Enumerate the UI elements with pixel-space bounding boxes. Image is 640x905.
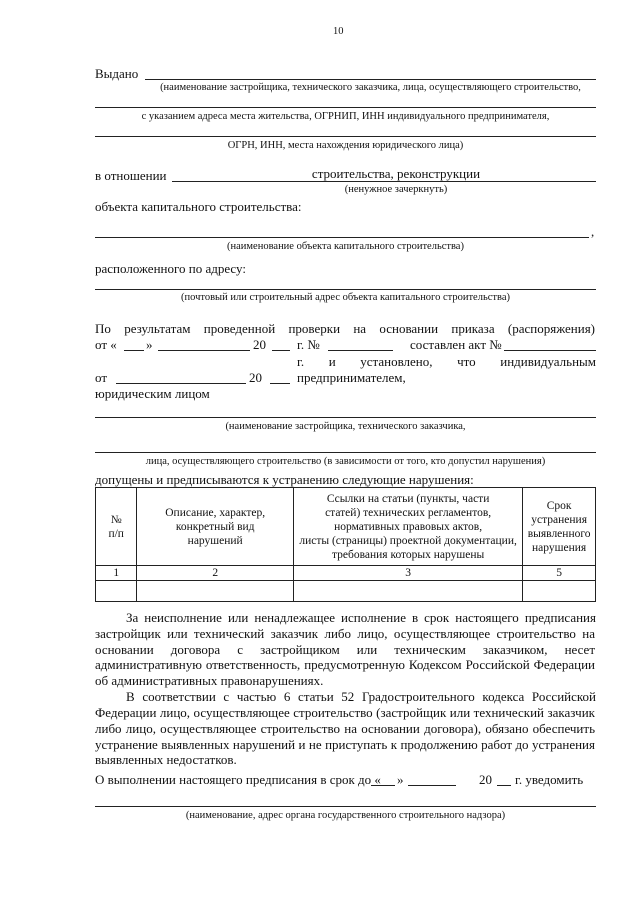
para1-line-3: основании договора с застройщиком или техническим заказчиком, несет (95, 642, 595, 657)
para2-line-4: устранение выявленных нарушений и не приступать к продолжению работ до устранения (95, 737, 595, 752)
empty-cell (293, 581, 522, 602)
empty-cell (96, 581, 137, 602)
inspection-ot: от « (95, 337, 117, 352)
issued-line-3 (95, 136, 596, 137)
page-number: 10 (333, 26, 344, 37)
address-line (95, 289, 596, 290)
regarding-label: в отношении (95, 168, 167, 183)
violations-table (95, 487, 596, 602)
issued-label: Выдано (95, 66, 139, 81)
table-row (96, 566, 596, 581)
notify-year-line (497, 785, 511, 786)
header-deadline: Срок устранения выявленного нарушения (523, 488, 596, 566)
regarding-caption: (ненужное зачеркнуть) (344, 184, 448, 195)
inspection-allowed: допущены и предписываются к устранению следующие нарушения: (95, 472, 474, 487)
notify-year: 20 (479, 772, 492, 787)
object-label: объекта капитального строительства: (95, 199, 302, 214)
issued-line (145, 79, 596, 80)
notify-close: » (397, 772, 404, 787)
act-no-line (504, 350, 596, 351)
table-row (96, 581, 596, 602)
inspection-entrepreneur: предпринимателем, (297, 370, 406, 385)
year-line-2 (270, 383, 290, 384)
date-line-2 (116, 383, 246, 384)
inspection-year-2: 20 (249, 370, 262, 385)
inspection-legal: юридическим лицом (95, 386, 210, 401)
table-header-row (96, 488, 596, 566)
authority-caption: (наименование, адрес органа государственного строительного надзора) (185, 810, 506, 821)
inspection-act: составлен акт № (410, 337, 502, 352)
notify-month-line (408, 785, 456, 786)
header-references: Ссылки на статьи (пункты, части статей) технических регламентов, нормативных правовых актов, листы (страницы) проектной документации, требования которых нарушены (293, 488, 522, 566)
issued-caption-1: (наименование застройщика, технического заказчика, лица, осуществляющего строительство, (160, 82, 581, 93)
para2-last: выявленных недостатков. (95, 752, 237, 767)
para1-last: об административных правонарушениях. (95, 673, 324, 688)
para2-line-1: В соответствии с частью 6 статьи 52 Градостроительного кодекса Российской (126, 689, 596, 704)
year-line (272, 350, 290, 351)
header-description: Описание, характер, конкретный вид нарушений (137, 488, 294, 566)
address-label: расположенного по адресу: (95, 261, 246, 276)
notify-prefix: О выполнении настоящего предписания в срок до « (95, 772, 381, 787)
violator-caption-2: лица, осуществляющего строительство (в зависимости от того, кто допустил нарушения) (145, 456, 546, 467)
inspection-line-1: По результатам проведенной проверки на основании приказа (распоряжения) (95, 321, 596, 336)
notify-day-line (371, 785, 395, 786)
column-number-2: 2 (137, 566, 294, 581)
para2-line-3: либо лицо, осуществляющее строительство на основании договора), обязано обеспечить (95, 721, 595, 736)
inspection-year: 20 (253, 337, 266, 352)
para1-line-4: административную ответственность, предусмотренную Кодексом Российской Федерации (95, 657, 595, 672)
issued-caption-3: ОГРН, ИНН, места нахождения юридического лица) (227, 140, 464, 151)
regarding-value: строительства, реконструкции (311, 166, 481, 181)
column-number-5: 5 (523, 566, 596, 581)
object-caption: (наименование объекта капитального строительства) (227, 241, 464, 252)
violator-line-2 (95, 452, 596, 453)
column-number-1: 1 (96, 566, 137, 581)
empty-cell (137, 581, 294, 602)
address-caption: (почтовый или строительный адрес объекта капитального строительства) (181, 292, 510, 303)
violator-caption-1: (наименование застройщика, технического заказчика, (225, 421, 466, 432)
inspection-line-3: г. и установлено, что индивидуальным (297, 354, 596, 369)
inspection-g-no: г. № (297, 337, 320, 352)
inspection-q-close: » (146, 337, 153, 352)
object-comma: , (591, 224, 595, 239)
para2-line-2: Федерации лицо, осуществляющее строительство (застройщик или технический заказчик (95, 705, 595, 720)
authority-line (95, 806, 596, 807)
para1-line-1: За неисполнение или ненадлежащее исполнение в срок настоящего предписания (126, 610, 596, 625)
inspection-ot-2: от (95, 370, 108, 385)
object-line (95, 237, 589, 238)
day-line (124, 350, 144, 351)
header-number: № п/п (96, 488, 137, 566)
empty-cell (523, 581, 596, 602)
month-line (158, 350, 250, 351)
issued-caption-2: с указанием адреса места жительства, ОГРНИП, ИНН индивидуального предпринимателя, (141, 111, 550, 122)
para1-line-2: застройщик или технический заказчик либо лицо, осуществляющее строительство на (95, 626, 595, 641)
notify-suffix: г. уведомить (515, 772, 584, 787)
order-no-line (328, 350, 393, 351)
issued-line-2 (95, 107, 596, 108)
column-number-3: 3 (293, 566, 522, 581)
violator-line-1 (95, 417, 596, 418)
